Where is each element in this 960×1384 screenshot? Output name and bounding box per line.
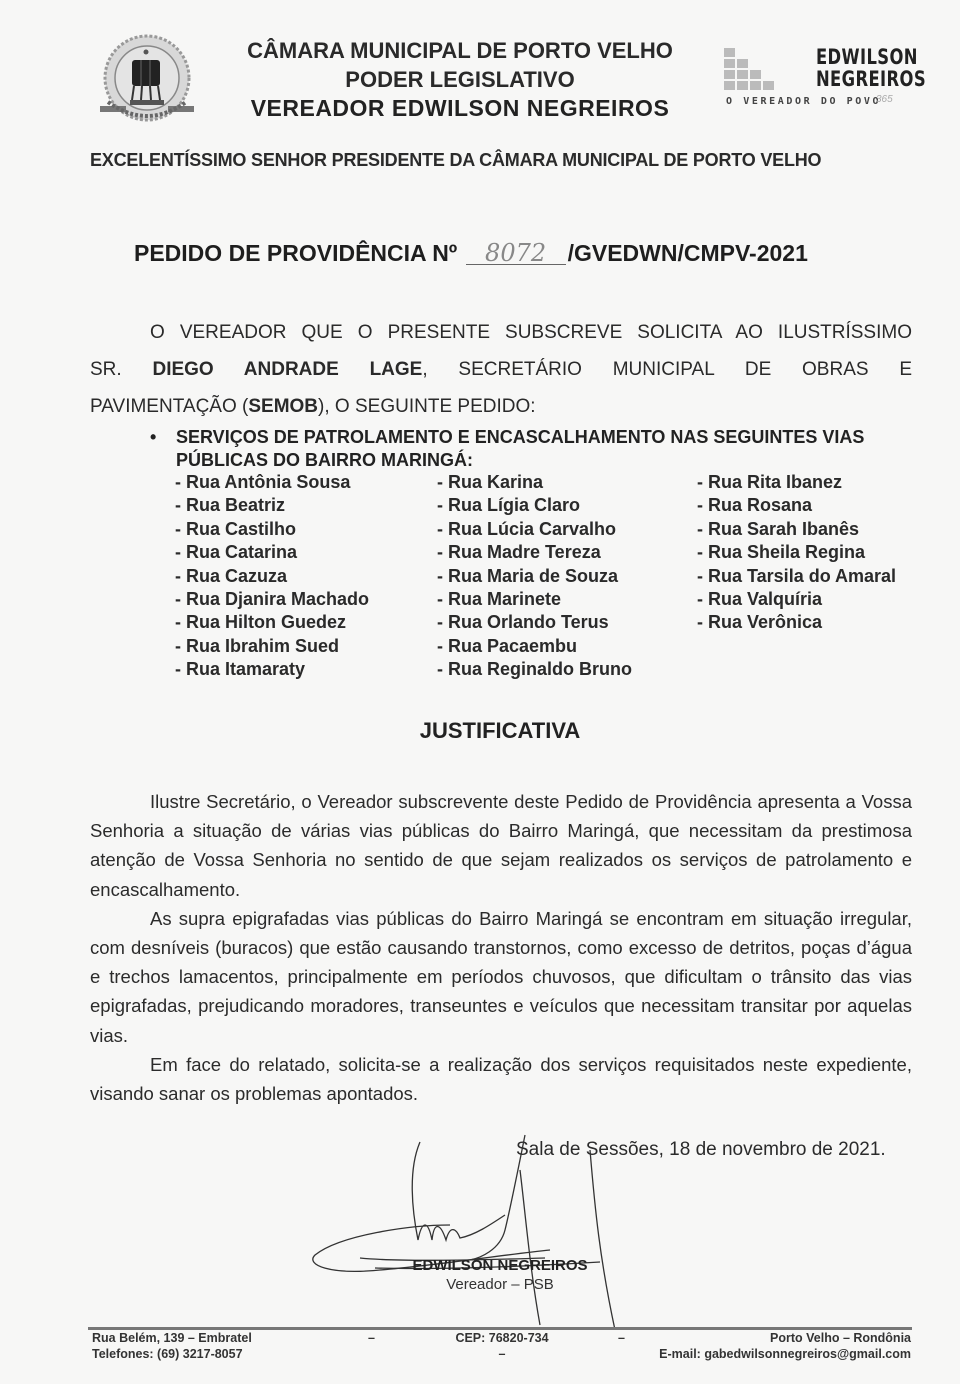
justification-heading: JUSTIFICATIVA bbox=[419, 718, 581, 743]
street-item: - Rua Antônia Sousa bbox=[175, 472, 351, 492]
intro-line-1: O VEREADOR QUE O PRESENTE SUBSCREVE SOLICITA AO ILUSTRÍSSIMO bbox=[150, 322, 912, 343]
street-item: - Rua Catarina bbox=[175, 542, 298, 563]
street-item: - Rua Reginaldo Bruno bbox=[437, 659, 632, 680]
councilor-brand-logo bbox=[724, 44, 927, 114]
justification-paragraph: As supra epigrafadas vias públicas do Bairro Maringá se encontram em situação irregular, com desníveis (buracos) que estão causando transtornos, como excesso de detritos, poças d’água e trechos lamacentos, principalmente em períodos chuvosos, que dificultam o trânsito das vias epigrafadas, prejudicando moradores, transeuntes e veículos que necessitam transitar por aquelas vias. bbox=[90, 907, 912, 1046]
street-list-column-1 bbox=[175, 471, 369, 682]
footer-separator: – bbox=[498, 1347, 506, 1361]
street-item: - Rua Karina bbox=[437, 472, 544, 492]
header-legislative-power: PODER LEGISLATIVO bbox=[345, 67, 575, 92]
street-item: - Rua Verônica bbox=[697, 612, 823, 633]
footer-phone: Telefones: (69) 3217-8057 bbox=[92, 1347, 243, 1361]
intro-line-2: SR. DIEGO ANDRADE LAGE, SECRETÁRIO MUNICIPAL DE OBRAS E bbox=[90, 359, 913, 380]
service-request-bullet bbox=[150, 426, 920, 472]
request-title bbox=[134, 240, 808, 267]
footer-contact-left bbox=[92, 1330, 252, 1362]
footer-city: Porto Velho – Rondônia bbox=[770, 1331, 911, 1345]
footer-separator: – bbox=[618, 1331, 625, 1345]
header-councilor-name: VEREADOR EDWILSON NEGREIROS bbox=[250, 95, 670, 121]
request-title-prefix: PEDIDO DE PROVIDÊNCIA Nº bbox=[134, 240, 458, 266]
street-item: - Rua Sheila Regina bbox=[697, 542, 866, 563]
bullet-icon: • bbox=[150, 427, 157, 447]
intro-paragraph bbox=[90, 314, 912, 425]
street-item: - Rua Sarah Ibanês bbox=[697, 518, 860, 539]
street-item: - Rua Beatriz bbox=[175, 495, 286, 516]
street-item: - Rua Cazuza bbox=[175, 565, 288, 586]
street-item: - Rua Tarsila do Amaral bbox=[697, 565, 897, 586]
agency-acronym: SEMOB bbox=[248, 396, 319, 417]
footer-address: Rua Belém, 139 – Embratel bbox=[92, 1331, 252, 1345]
street-item: - Rua Maria de Souza bbox=[437, 565, 619, 586]
official-name: DIEGO ANDRADE LAGE bbox=[152, 359, 423, 380]
handwritten-request-number: 8072 bbox=[466, 242, 566, 265]
footer-cep: CEP: 76820-734 bbox=[455, 1331, 549, 1345]
street-item: - Rua Pacaembu bbox=[437, 635, 578, 656]
brand-mark: 365 bbox=[876, 94, 893, 105]
street-item: - Rua Rita Ibanez bbox=[697, 472, 843, 492]
signer-role: Vereador – PSB bbox=[446, 1276, 554, 1293]
footer-separator: – bbox=[368, 1331, 375, 1345]
street-item: - Rua Castilho bbox=[175, 518, 297, 539]
addressee-line: EXCELENTÍSSIMO SENHOR PRESIDENTE DA CÂMARA MUNICIPAL DE PORTO VELHO bbox=[90, 150, 822, 170]
intro-line-3: PAVIMENTAÇÃO (SEMOB), O SEGUINTE PEDIDO: bbox=[90, 396, 536, 417]
request-title-suffix: /GVEDWN/CMPV-2021 bbox=[567, 240, 808, 266]
signer-block bbox=[390, 1257, 610, 1293]
chamber-seal-icon bbox=[94, 30, 200, 130]
justification-paragraph: Ilustre Secretário, o Vereador subscrevente deste Pedido de Providência apresenta a Vossa Senhoria a situação de várias vias públicas do Bairro Maringá, que necessitam da prestimosa atenção de Vossa Senhoria no sentido de que sejam realizados os serviços de patrolamento e encascalhamento. bbox=[90, 791, 912, 900]
street-item: - Rua Rosana bbox=[697, 495, 813, 516]
street-list-column-2 bbox=[437, 471, 632, 682]
street-item: - Rua Hilton Guedez bbox=[175, 612, 346, 633]
footer-contact-right bbox=[659, 1330, 911, 1362]
bar-graphic-icon bbox=[724, 46, 794, 96]
street-item: - Rua Lúcia Carvalho bbox=[437, 518, 617, 539]
street-item: - Rua Orlando Terus bbox=[437, 612, 609, 633]
footer-email[interactable]: E-mail: gabedwilsonnegreiros@gmail.com bbox=[659, 1347, 911, 1361]
handwritten-signature-icon bbox=[300, 1130, 640, 1330]
service-request-text: SERVIÇOS DE PATROLAMENTO E ENCASCALHAMENTO NAS SEGUINTES VIAS PÚBLICAS DO BAIRRO MARINGÁ: bbox=[176, 427, 865, 470]
header-chamber-name: CÂMARA MUNICIPAL DE PORTO VELHO bbox=[247, 38, 673, 63]
session-date: Sala de Sessões, 18 de novembro de 2021. bbox=[516, 1139, 886, 1160]
street-item: - Rua Lígia Claro bbox=[437, 495, 581, 516]
street-item: - Rua Marinete bbox=[437, 589, 562, 610]
street-item: - Rua Itamaraty bbox=[175, 659, 306, 680]
brand-name: EDWILSON NEGREIROS bbox=[815, 45, 927, 91]
street-item: - Rua Ibrahim Sued bbox=[175, 635, 340, 656]
street-item: - Rua Madre Tereza bbox=[437, 542, 601, 563]
street-item: - Rua Djanira Machado bbox=[175, 589, 370, 610]
letterhead bbox=[210, 36, 710, 123]
street-list-column-3 bbox=[697, 471, 896, 635]
justification-paragraph: Em face do relatado, solicita-se a realização dos serviços requisitados neste expediente, visando sanar os problemas apontados. bbox=[90, 1053, 912, 1105]
footer-contact-middle bbox=[452, 1330, 552, 1362]
brand-slogan: O VEREADOR DO POVO bbox=[726, 96, 882, 107]
signer-name: EDWILSON NEGREIROS bbox=[412, 1257, 588, 1274]
street-item: - Rua Valquíria bbox=[697, 589, 823, 610]
justification-body bbox=[90, 787, 912, 1108]
